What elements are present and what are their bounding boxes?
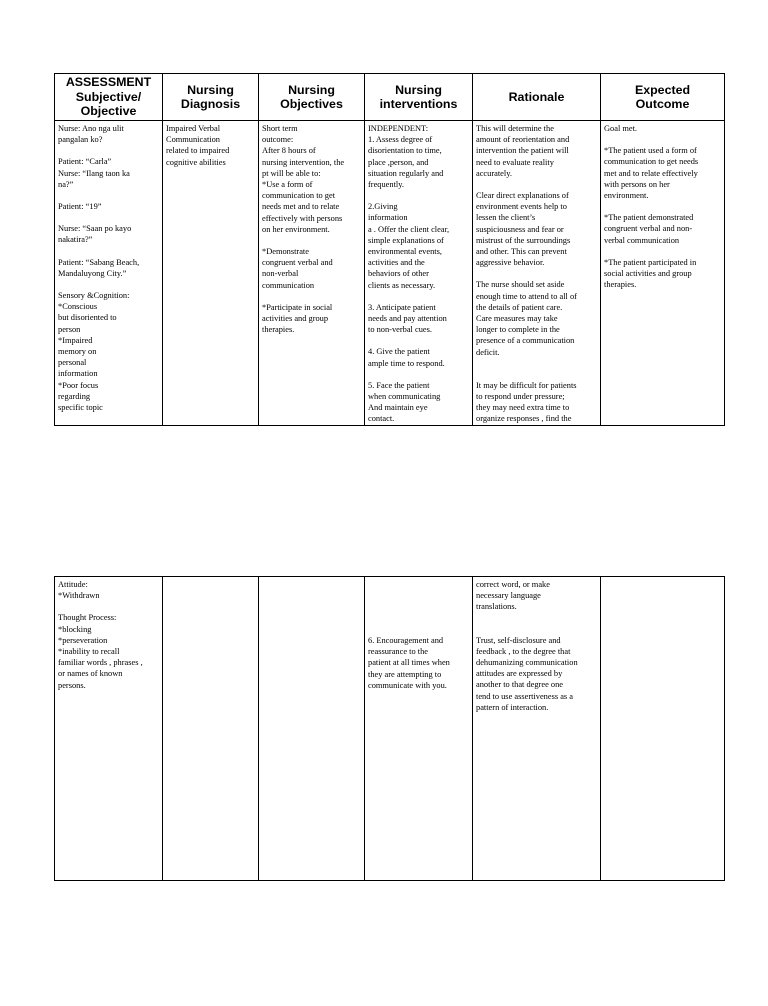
rationale-text: correct word, or make necessary language translations. xyxy=(476,580,550,612)
interventions-text: 2.Giving information a . Offer the client clear, simple explanations of environmental events, activities and the behaviors of other clients as necessary. xyxy=(368,202,450,290)
rationale-cell xyxy=(473,121,601,426)
assessment-text: Patient: “19” xyxy=(58,202,102,212)
interventions-text: INDEPENDENT: 1. Assess degree of disorientation to time, place ,person, and situation regularly and frequently. xyxy=(368,124,444,190)
assessment-cell xyxy=(55,121,163,426)
objectives-text: *Participate in social activities and group therapies. xyxy=(262,302,333,335)
header-nursing-interventions: Nursing interventions xyxy=(365,74,473,121)
interventions-text: 6. Encouragement and reassurance to the patient at all times when they are attempting to communicate with you. xyxy=(368,636,450,690)
diagnosis-cell xyxy=(163,121,259,426)
interventions-cell xyxy=(365,121,473,426)
outcome-text: Goal met. xyxy=(604,124,638,133)
objectives-text: *Demonstrate congruent verbal and non-verbal communication xyxy=(262,247,333,290)
objectives-text: Short term outcome: After 8 hours of nursing intervention, the pt will be able to: *Use a form of communication to get needs met and to relate effectively with persons on her environment. xyxy=(262,124,345,234)
assessment-text: Thought Process: *blocking *perseveration *inability to recall familiar words , phrases , or names of known persons. xyxy=(58,613,143,690)
objectives-cell xyxy=(259,121,365,426)
assessment-cell xyxy=(55,577,163,881)
assessment-text: Patient: “Sabang Beach, Mandaluyong City.” xyxy=(58,257,140,278)
interventions-text: 3. Anticipate patient needs and pay attention to non-verbal cues. xyxy=(368,302,447,335)
care-plan-table-page-1 xyxy=(54,73,725,426)
diagnosis-cell xyxy=(163,577,259,881)
rationale-text: The nurse should set aside enough time to attend to all of the details of patient care. Care measures may take longer to complete in the presence of a communication deficit. xyxy=(476,280,577,357)
content-row xyxy=(55,577,725,881)
content-row xyxy=(55,121,725,426)
header-nursing-objectives: Nursing Objectives xyxy=(259,74,365,121)
diagnosis-text: Impaired Verbal Communication related to impaired cognitive abilities xyxy=(166,124,230,167)
rationale-text: This will determine the amount of reorientation and intervention the patient will need to evaluate reality accurately. xyxy=(476,124,570,178)
rationale-text: Clear direct explanations of environment events help to lessen the client’s suspiciousness and fear or mistrust of the surroundings and other. This can prevent aggressive behavior. xyxy=(476,191,571,268)
outcome-cell xyxy=(601,121,725,426)
assessment-text: Nurse: “Saan po kayo nakatira?” xyxy=(58,224,132,245)
interventions-text: 4. Give the patient ample time to respond. xyxy=(368,347,445,368)
outcome-text: *The patient used a form of communication to get needs met and to relate effectively with persons on her environment. xyxy=(604,146,699,201)
rationale-cell xyxy=(473,577,601,881)
objectives-cell xyxy=(259,577,365,881)
header-expected-outcome: Expected Outcome xyxy=(601,74,725,121)
interventions-text: 5. Face the patient when communicating And maintain eye contact. xyxy=(368,380,441,424)
header-rationale: Rationale xyxy=(473,74,601,121)
header-nursing-diagnosis: Nursing Diagnosis xyxy=(163,74,259,121)
interventions-cell xyxy=(365,577,473,881)
assessment-text: Nurse: Ano nga ulit pangalan ko? xyxy=(58,124,124,145)
header-row xyxy=(55,74,725,121)
assessment-text: Sensory &Cognition: *Conscious but disoriented to person *Impaired memory on personal information *Poor focus regarding specific topic xyxy=(58,291,130,413)
header-assessment: ASSESSMENT Subjective/ Objective xyxy=(55,74,163,121)
care-plan-table-page-2 xyxy=(54,576,725,881)
outcome-cell xyxy=(601,577,725,881)
assessment-text: Attitude: *Withdrawn xyxy=(58,580,100,601)
outcome-text: *The patient demonstrated congruent verbal and non- verbal communication xyxy=(604,213,694,245)
rationale-text: Trust, self-disclosure and feedback , to the degree that dehumanizing communication attitudes are expressed by another to that degree one tend to use assertiveness as a pattern of interaction. xyxy=(476,635,578,712)
outcome-text: *The patient participated in social activities and group therapies. xyxy=(604,257,697,290)
rationale-text: It may be difficult for patients to respond under pressure; they may need extra time to organize responses , find the xyxy=(476,380,577,424)
assessment-text: Patient: “Carla” Nurse: “Ilang taon ka na?” xyxy=(58,157,130,189)
